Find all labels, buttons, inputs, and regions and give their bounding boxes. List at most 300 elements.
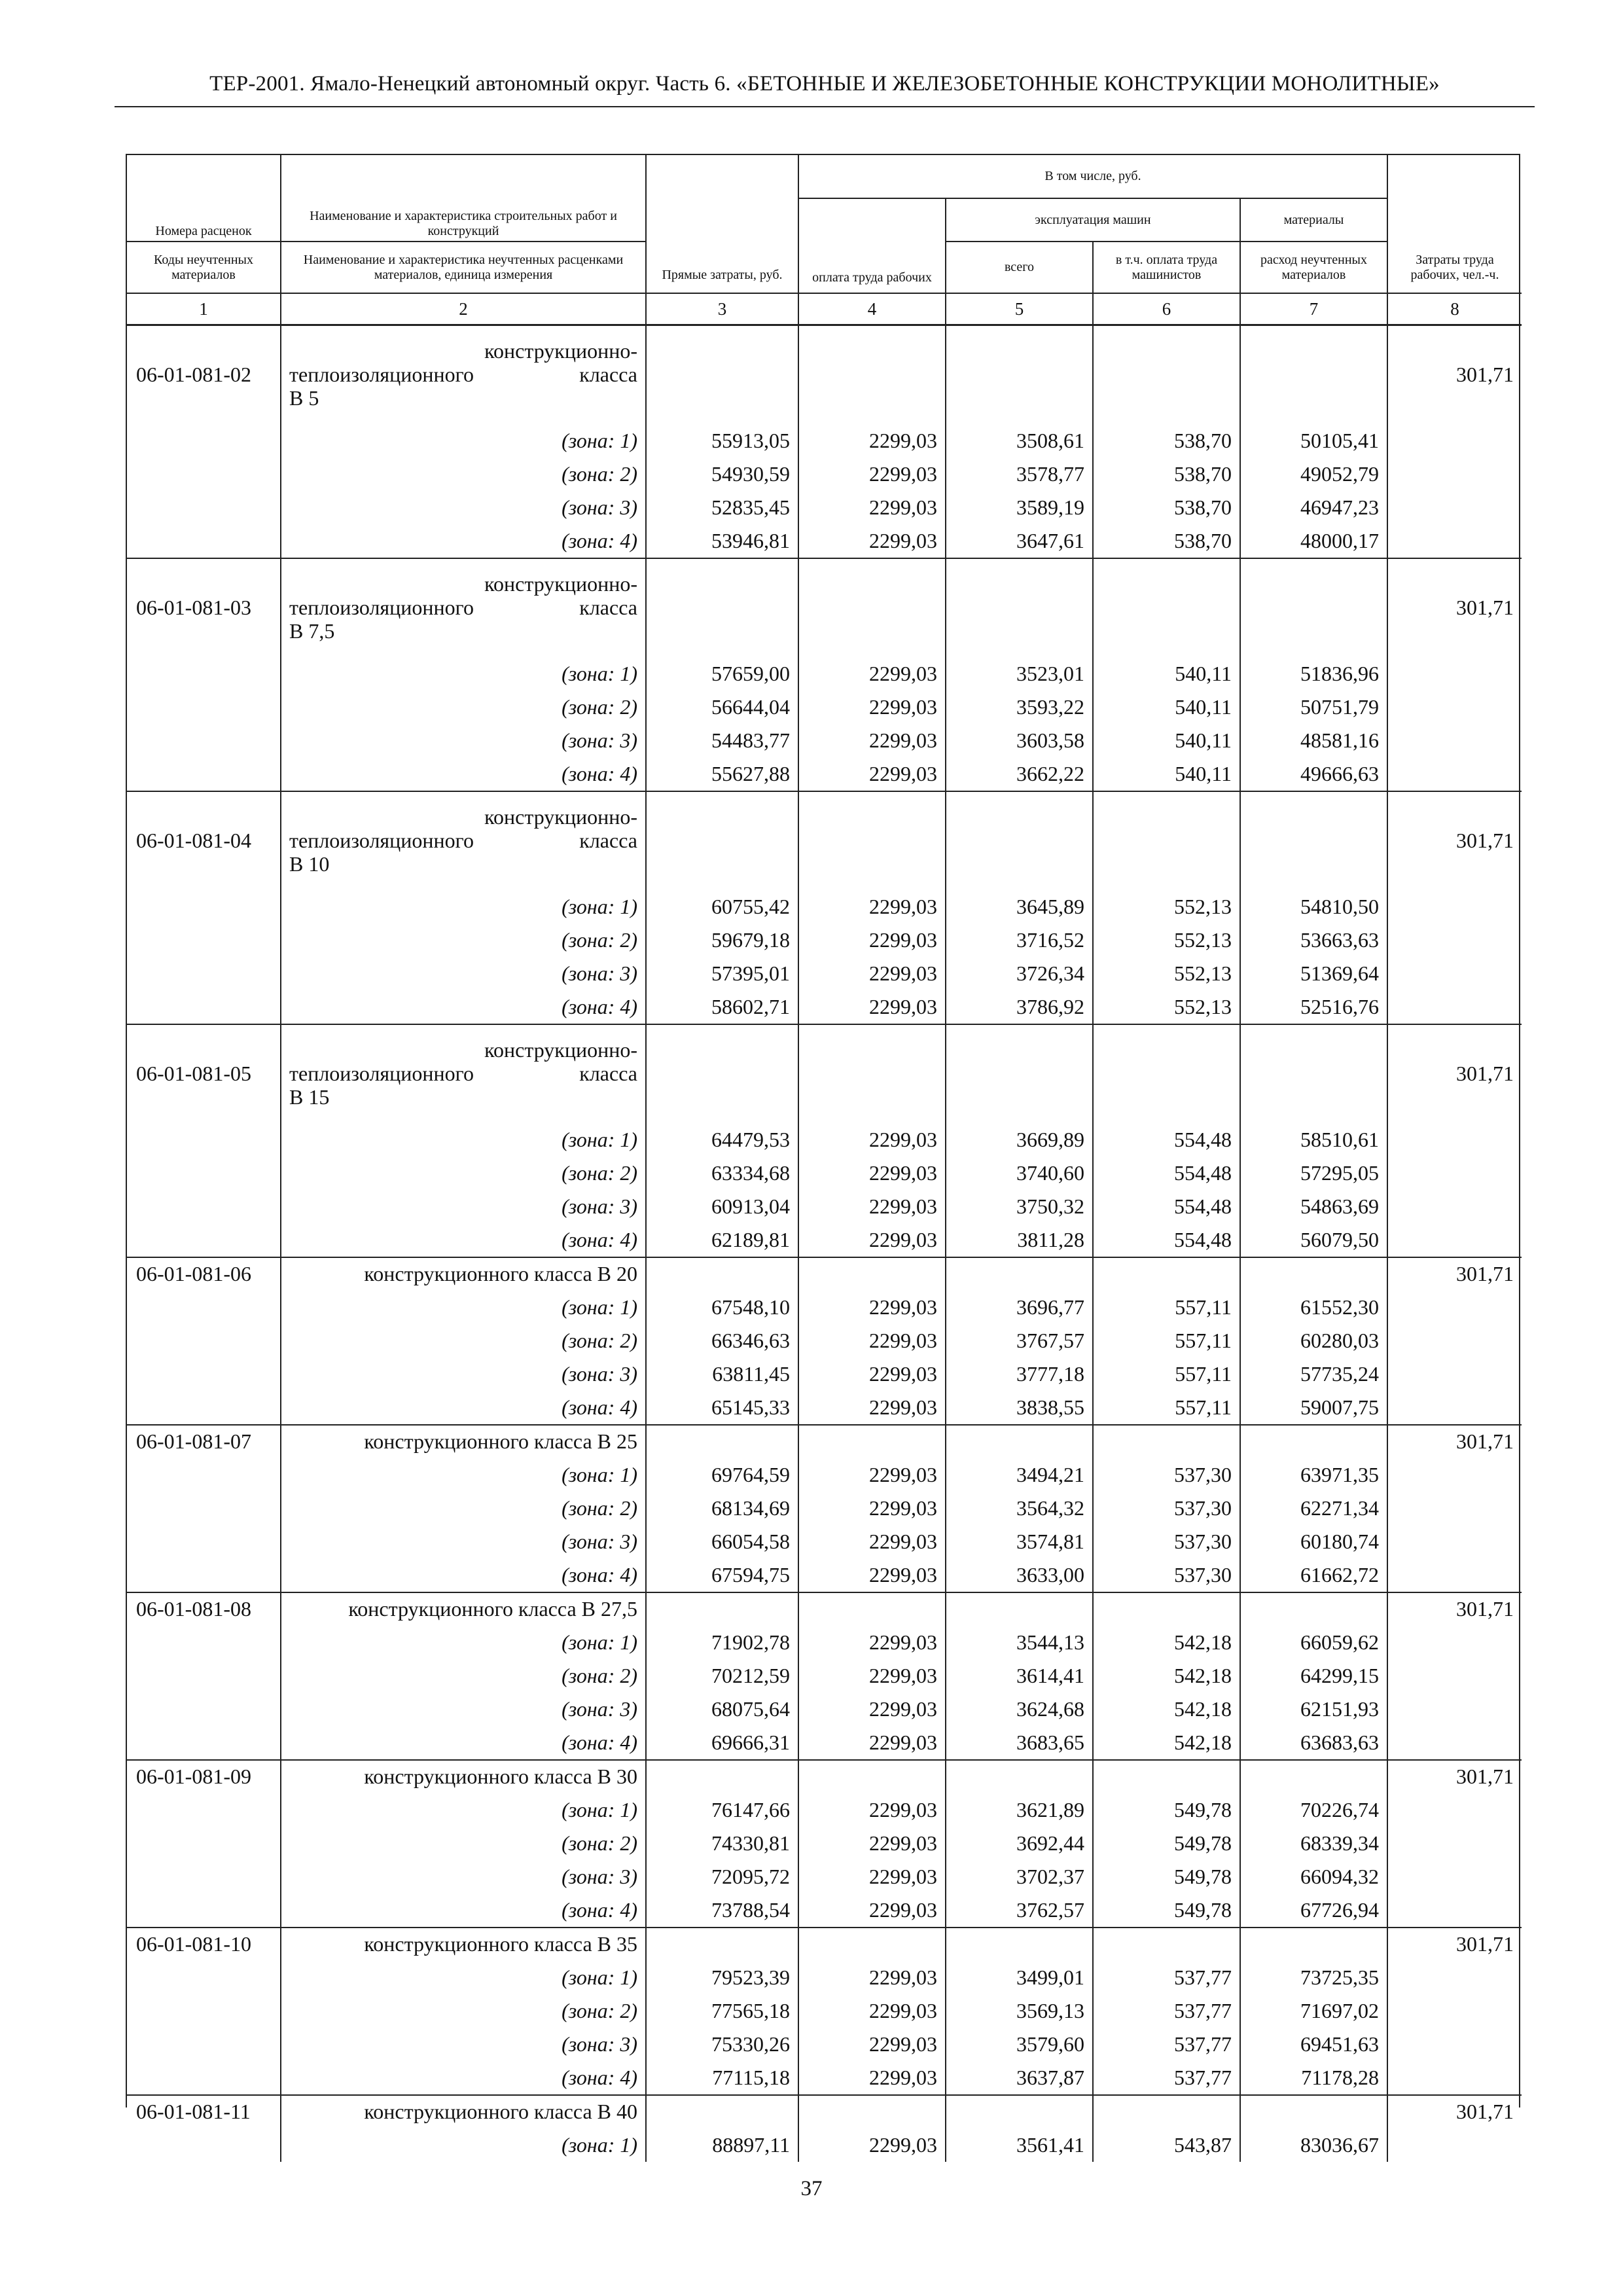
wages-value: 2299,03 [798,491,946,524]
empty-cell [1093,1760,1240,1793]
wages-value: 2299,03 [798,1458,946,1492]
zone-label: (зона: 1) [281,424,646,457]
empty-cell [127,2028,281,2061]
direct-costs-value: 54930,59 [646,457,798,491]
rate-name [281,791,646,890]
rate-name [281,1928,646,1961]
empty-cell [646,558,798,657]
empty-cell [1387,1291,1522,1324]
wages-value: 2299,03 [798,724,946,757]
direct-costs-value: 67548,10 [646,1291,798,1324]
zone-label: (зона: 1) [281,1626,646,1659]
empty-cell [646,1760,798,1793]
operators-wages-value: 554,48 [1093,1157,1240,1190]
empty-cell [1093,325,1240,425]
zone-label: (зона: 4) [281,1726,646,1760]
empty-cell [127,1324,281,1357]
operators-wages-value: 554,48 [1093,1190,1240,1223]
machines-value: 3494,21 [946,1458,1093,1492]
wages-value: 2299,03 [798,1190,946,1223]
header-col1-bottom: Коды неучтенных материалов [127,242,281,293]
direct-costs-value: 77565,18 [646,1994,798,2028]
rate-code: 06-01-081-04 [127,791,281,890]
rate-name-line: теплоизоляционного класса [289,1062,637,1086]
operators-wages-value: 540,11 [1093,691,1240,724]
zone-label: (зона: 1) [281,1961,646,1994]
empty-cell [798,1592,946,1626]
empty-cell [946,1592,1093,1626]
empty-cell [1387,957,1522,990]
column-number: 8 [1387,293,1522,325]
rate-code: 06-01-081-03 [127,558,281,657]
direct-costs-value: 57395,01 [646,957,798,990]
zone-row [127,1391,1522,1425]
empty-cell [127,924,281,957]
empty-cell [646,791,798,890]
wages-value: 2299,03 [798,1324,946,1357]
empty-cell [798,791,946,890]
empty-cell [1240,791,1387,890]
empty-cell [1240,1257,1387,1291]
operators-wages-value: 540,11 [1093,757,1240,791]
direct-costs-value: 71902,78 [646,1626,798,1659]
rate-code: 06-01-081-10 [127,1928,281,1961]
direct-costs-value: 56644,04 [646,691,798,724]
operators-wages-value: 552,13 [1093,890,1240,924]
empty-cell [127,1893,281,1928]
table-body [127,325,1522,2162]
wages-value: 2299,03 [798,1525,946,1558]
empty-cell [127,1291,281,1324]
empty-cell [127,1994,281,2028]
wages-value: 2299,03 [798,1291,946,1324]
empty-cell [127,1558,281,1592]
direct-costs-value: 58602,71 [646,990,798,1024]
machines-value: 3569,13 [946,1994,1093,2028]
empty-cell [1387,924,1522,957]
empty-cell [127,1626,281,1659]
empty-cell [946,1024,1093,1123]
machines-value: 3662,22 [946,757,1093,791]
column-number: 5 [946,293,1093,325]
empty-cell [646,1024,798,1123]
empty-cell [1093,1592,1240,1626]
materials-value: 68339,34 [1240,1827,1387,1860]
zone-row [127,1726,1522,1760]
wages-value: 2299,03 [798,1357,946,1391]
empty-cell [946,325,1093,425]
column-number: 6 [1093,293,1240,325]
direct-costs-value: 66346,63 [646,1324,798,1357]
operators-wages-value: 537,30 [1093,1492,1240,1525]
empty-cell [127,1827,281,1860]
zone-label: (зона: 2) [281,1324,646,1357]
machines-value: 3544,13 [946,1626,1093,1659]
zone-row [127,924,1522,957]
empty-cell [1387,2128,1522,2162]
empty-cell [1387,1157,1522,1190]
machines-value: 3740,60 [946,1157,1093,1190]
materials-value: 52516,76 [1240,990,1387,1024]
wages-value: 2299,03 [798,2028,946,2061]
header-col1-top: Номера расценок [127,155,281,242]
wages-value: 2299,03 [798,691,946,724]
direct-costs-value: 77115,18 [646,2061,798,2095]
zone-row [127,2028,1522,2061]
direct-costs-value: 88897,11 [646,2128,798,2162]
machines-value: 3762,57 [946,1893,1093,1928]
zone-row [127,1961,1522,1994]
zone-label: (зона: 3) [281,491,646,524]
empty-cell [1387,1659,1522,1693]
zone-label: (зона: 3) [281,1860,646,1893]
zone-row [127,1994,1522,2028]
direct-costs-value: 70212,59 [646,1659,798,1693]
machines-value: 3579,60 [946,2028,1093,2061]
header-materials: материалы [1240,198,1387,242]
direct-costs-value: 53946,81 [646,524,798,558]
zone-row [127,1558,1522,1592]
empty-cell [798,1760,946,1793]
materials-value: 48581,16 [1240,724,1387,757]
labor-hours: 301,71 [1387,1928,1522,1961]
materials-value: 54863,69 [1240,1190,1387,1223]
operators-wages-value: 552,13 [1093,957,1240,990]
operators-wages-value: 538,70 [1093,491,1240,524]
empty-cell [798,1928,946,1961]
zone-row [127,1291,1522,1324]
zone-label: (зона: 1) [281,1793,646,1827]
header-unaccounted-materials: расход неучтенных материалов [1240,242,1387,293]
direct-costs-value: 72095,72 [646,1860,798,1893]
rate-name-lines [289,806,637,876]
empty-cell [1387,524,1522,558]
page-number: 37 [800,2177,823,2200]
rate-name [281,1257,646,1291]
machines-value: 3750,32 [946,1190,1093,1223]
zone-row [127,1893,1522,1928]
wages-value: 2299,03 [798,2128,946,2162]
rate-name-line: конструкционного класса В 20 [364,1262,637,1286]
machines-value: 3564,32 [946,1492,1093,1525]
direct-costs-value: 54483,77 [646,724,798,757]
empty-cell [1387,724,1522,757]
zone-row [127,757,1522,791]
zone-row [127,1458,1522,1492]
machines-value: 3624,68 [946,1693,1093,1726]
machines-value: 3523,01 [946,657,1093,691]
direct-costs-value: 55627,88 [646,757,798,791]
direct-costs-value: 66054,58 [646,1525,798,1558]
empty-cell [1387,1357,1522,1391]
empty-cell [1387,2028,1522,2061]
direct-costs-value: 55913,05 [646,424,798,457]
materials-value: 50751,79 [1240,691,1387,724]
materials-value: 50105,41 [1240,424,1387,457]
wages-value: 2299,03 [798,1793,946,1827]
machines-value: 3716,52 [946,924,1093,957]
wages-value: 2299,03 [798,1893,946,1928]
operators-wages-value: 549,78 [1093,1860,1240,1893]
rate-name-lines [289,340,637,410]
direct-costs-value: 52835,45 [646,491,798,524]
machines-value: 3647,61 [946,524,1093,558]
zone-row [127,1793,1522,1827]
rate-name-line: теплоизоляционного класса [289,829,637,853]
empty-cell [127,1492,281,1525]
machines-value: 3621,89 [946,1793,1093,1827]
operators-wages-value: 543,87 [1093,2128,1240,2162]
operators-wages-value: 549,78 [1093,1827,1240,1860]
empty-cell [1240,1592,1387,1626]
materials-value: 56079,50 [1240,1223,1387,1257]
machines-value: 3561,41 [946,2128,1093,2162]
machines-value: 3645,89 [946,890,1093,924]
rates-table [127,155,1522,2162]
empty-cell [798,325,946,425]
operators-wages-value: 537,77 [1093,1961,1240,1994]
empty-cell [1387,1525,1522,1558]
zone-label: (зона: 2) [281,691,646,724]
machines-value: 3499,01 [946,1961,1093,1994]
operators-wages-value: 542,18 [1093,1693,1240,1726]
rate-code: 06-01-081-05 [127,1024,281,1123]
wages-value: 2299,03 [798,1827,946,1860]
materials-value: 49052,79 [1240,457,1387,491]
rate-name-line: конструкционного класса В 30 [364,1765,637,1789]
empty-cell [1387,1492,1522,1525]
empty-cell [127,1726,281,1760]
wages-value: 2299,03 [798,1123,946,1157]
rate-code: 06-01-081-02 [127,325,281,425]
materials-value: 67726,94 [1240,1893,1387,1928]
zone-row [127,1525,1522,1558]
operators-wages-value: 537,30 [1093,1558,1240,1592]
empty-cell [127,990,281,1024]
rate-title-row [127,791,1522,890]
materials-value: 49666,63 [1240,757,1387,791]
column-numbers-row [127,293,1522,325]
zone-label: (зона: 4) [281,1893,646,1928]
rate-title-row [127,1425,1522,1458]
empty-cell [127,457,281,491]
operators-wages-value: 537,30 [1093,1458,1240,1492]
operators-wages-value: 557,11 [1093,1291,1240,1324]
operators-wages-value: 557,11 [1093,1324,1240,1357]
empty-cell [946,1425,1093,1458]
operators-wages-value: 542,18 [1093,1659,1240,1693]
empty-cell [127,1693,281,1726]
rate-name-line: конструкционно- [484,572,637,596]
machines-value: 3838,55 [946,1391,1093,1425]
machines-value: 3593,22 [946,691,1093,724]
zone-label: (зона: 3) [281,1525,646,1558]
empty-cell [1093,1425,1240,1458]
materials-value: 46947,23 [1240,491,1387,524]
empty-cell [946,1928,1093,1961]
rate-name [281,1592,646,1626]
zone-label: (зона: 4) [281,524,646,558]
operators-wages-value: 557,11 [1093,1391,1240,1425]
empty-cell [1387,457,1522,491]
column-number: 3 [646,293,798,325]
direct-costs-value: 63334,68 [646,1157,798,1190]
empty-cell [127,890,281,924]
wages-value: 2299,03 [798,1693,946,1726]
machines-value: 3777,18 [946,1357,1093,1391]
zone-label: (зона: 2) [281,457,646,491]
empty-cell [798,2095,946,2128]
empty-cell [646,325,798,425]
materials-value: 66094,32 [1240,1860,1387,1893]
header-in-total: В том числе, руб. [798,155,1387,198]
zone-label: (зона: 1) [281,657,646,691]
rate-code: 06-01-081-11 [127,2095,281,2128]
empty-cell [127,424,281,457]
operators-wages-value: 549,78 [1093,1893,1240,1928]
rate-name-line: конструкционного класса В 25 [364,1429,637,1454]
empty-cell [1387,890,1522,924]
operators-wages-value: 540,11 [1093,724,1240,757]
empty-cell [646,1257,798,1291]
machines-value: 3767,57 [946,1324,1093,1357]
wages-value: 2299,03 [798,924,946,957]
empty-cell [1387,2061,1522,2095]
zone-label: (зона: 4) [281,757,646,791]
empty-cell [1093,558,1240,657]
wages-value: 2299,03 [798,1157,946,1190]
rate-name-line: теплоизоляционного класса [289,596,637,620]
materials-value: 51836,96 [1240,657,1387,691]
machines-value: 3726,34 [946,957,1093,990]
empty-cell [946,2095,1093,2128]
operators-wages-value: 538,70 [1093,457,1240,491]
empty-cell [1387,990,1522,1024]
column-number: 1 [127,293,281,325]
machines-value: 3786,92 [946,990,1093,1024]
wages-value: 2299,03 [798,890,946,924]
operators-wages-value: 538,70 [1093,524,1240,558]
empty-cell [646,1592,798,1626]
zone-row [127,1693,1522,1726]
zone-label: (зона: 3) [281,724,646,757]
rate-name-line: В 7,5 [289,619,335,643]
direct-costs-value: 69764,59 [646,1458,798,1492]
zone-label: (зона: 2) [281,1994,646,2028]
zone-row [127,424,1522,457]
zone-row [127,724,1522,757]
materials-value: 60180,74 [1240,1525,1387,1558]
zone-row [127,890,1522,924]
empty-cell [1093,1928,1240,1961]
empty-cell [127,1123,281,1157]
wages-value: 2299,03 [798,524,946,558]
labor-hours: 301,71 [1387,1024,1522,1123]
operators-wages-value: 537,77 [1093,2061,1240,2095]
direct-costs-value: 74330,81 [646,1827,798,1860]
direct-costs-value: 68075,64 [646,1693,798,1726]
wages-value: 2299,03 [798,1223,946,1257]
zone-row [127,1190,1522,1223]
materials-value: 64299,15 [1240,1659,1387,1693]
materials-value: 83036,67 [1240,2128,1387,2162]
rate-name [281,2095,646,2128]
empty-cell [127,1357,281,1391]
empty-cell [127,491,281,524]
zone-label: (зона: 2) [281,1492,646,1525]
zone-label: (зона: 1) [281,2128,646,2162]
header-operators-wages: в т.ч. оплата труда машинистов [1093,242,1240,293]
empty-cell [1387,1223,1522,1257]
materials-value: 54810,50 [1240,890,1387,924]
empty-cell [1240,1760,1387,1793]
zone-label: (зона: 3) [281,957,646,990]
direct-costs-value: 62189,81 [646,1223,798,1257]
zone-row [127,1324,1522,1357]
empty-cell [127,2061,281,2095]
zone-label: (зона: 4) [281,990,646,1024]
labor-hours: 301,71 [1387,1592,1522,1626]
machines-value: 3614,41 [946,1659,1093,1693]
rate-title-row [127,325,1522,425]
empty-cell [946,1760,1093,1793]
zone-label: (зона: 2) [281,1659,646,1693]
empty-cell [1240,2095,1387,2128]
wages-value: 2299,03 [798,957,946,990]
rate-name-line: конструкционно- [484,1038,637,1062]
materials-value: 59007,75 [1240,1391,1387,1425]
direct-costs-value: 60913,04 [646,1190,798,1223]
materials-value: 51369,64 [1240,957,1387,990]
zone-label: (зона: 3) [281,1357,646,1391]
labor-hours: 301,71 [1387,1257,1522,1291]
empty-cell [127,1223,281,1257]
rate-name-line: конструкционно- [484,339,637,363]
zone-label: (зона: 1) [281,1291,646,1324]
zone-row [127,524,1522,558]
rate-title-row [127,1024,1522,1123]
direct-costs-value: 63811,45 [646,1357,798,1391]
rate-name-lines [289,573,637,643]
direct-costs-value: 73788,54 [646,1893,798,1928]
labor-hours: 301,71 [1387,325,1522,425]
empty-cell [127,657,281,691]
operators-wages-value: 557,11 [1093,1357,1240,1391]
direct-costs-value: 65145,33 [646,1391,798,1425]
direct-costs-value: 69666,31 [646,1726,798,1760]
empty-cell [127,1190,281,1223]
machines-value: 3603,58 [946,724,1093,757]
empty-cell [127,2128,281,2162]
empty-cell [1240,325,1387,425]
header-machines: эксплуатация машин [946,198,1240,242]
header-col2-top: Наименование и характеристика строительных работ и конструкций [281,155,646,242]
materials-value: 60280,03 [1240,1324,1387,1357]
empty-cell [646,1928,798,1961]
rate-name [281,325,646,425]
materials-value: 61552,30 [1240,1291,1387,1324]
materials-value: 63683,63 [1240,1726,1387,1760]
machines-value: 3696,77 [946,1291,1093,1324]
zone-row [127,1357,1522,1391]
materials-value: 53663,63 [1240,924,1387,957]
empty-cell [1387,424,1522,457]
rate-name-line: конструкционного класса В 40 [364,2100,637,2124]
table-header [127,155,1522,325]
materials-value: 48000,17 [1240,524,1387,558]
operators-wages-value: 552,13 [1093,924,1240,957]
rate-title-row [127,1257,1522,1291]
